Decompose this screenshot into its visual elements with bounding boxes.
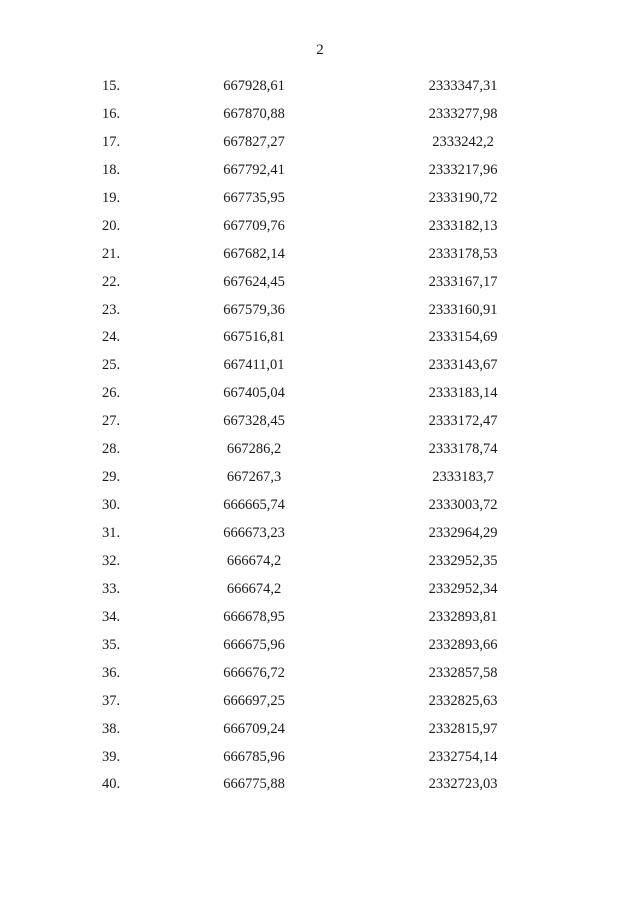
table-row <box>0 300 640 328</box>
point-number: 35. <box>102 636 121 653</box>
x-coordinate: 667827,27 <box>223 133 285 150</box>
table-row <box>0 383 640 411</box>
y-coordinate: 2332723,03 <box>428 776 498 793</box>
point-number: 37. <box>102 692 121 709</box>
point-number: 32. <box>102 552 121 569</box>
y-coordinate: 2333003,72 <box>428 497 498 514</box>
point-number: 18. <box>102 161 121 178</box>
point-number: 34. <box>102 608 121 625</box>
y-coordinate: 2333154,69 <box>428 329 498 346</box>
point-number: 19. <box>102 189 121 206</box>
y-coordinate: 2333160,91 <box>428 301 498 318</box>
table-row <box>0 355 640 383</box>
x-coordinate: 667928,61 <box>223 78 285 94</box>
y-coordinate: 2332857,58 <box>428 664 498 681</box>
x-coordinate: 667735,95 <box>223 189 285 206</box>
table-row <box>0 216 640 244</box>
x-coordinate: 667792,41 <box>223 161 285 178</box>
table-row <box>0 76 640 104</box>
x-coordinate: 666673,23 <box>223 525 285 541</box>
x-coordinate: 667709,76 <box>223 217 285 234</box>
table-row <box>0 523 640 551</box>
y-coordinate: 2332825,63 <box>428 692 498 709</box>
y-coordinate: 2332893,66 <box>428 636 498 653</box>
point-number: 31. <box>102 525 121 541</box>
x-coordinate: 666697,25 <box>223 692 285 709</box>
point-number: 24. <box>102 329 121 346</box>
y-coordinate: 2332952,35 <box>428 552 498 569</box>
x-coordinate: 666665,74 <box>223 497 285 514</box>
y-coordinate: 2333347,31 <box>428 78 498 94</box>
point-number: 30. <box>102 497 121 514</box>
x-coordinate: 666674,2 <box>226 552 282 569</box>
y-coordinate: 2333182,13 <box>428 217 498 234</box>
point-number: 22. <box>102 273 121 290</box>
x-coordinate: 667286,2 <box>226 441 282 458</box>
table-row <box>0 104 640 132</box>
table-row <box>0 188 640 216</box>
table-row <box>0 607 640 635</box>
x-coordinate: 667328,45 <box>223 413 285 430</box>
x-coordinate: 667870,88 <box>223 105 285 122</box>
y-coordinate: 2333277,98 <box>428 105 498 122</box>
table-row <box>0 160 640 188</box>
y-coordinate: 2333217,96 <box>428 161 498 178</box>
table-row <box>0 467 640 495</box>
x-coordinate: 667682,14 <box>223 245 285 262</box>
point-number: 28. <box>102 441 121 458</box>
y-coordinate: 2333183,7 <box>432 469 494 486</box>
table-row <box>0 272 640 300</box>
y-coordinate: 2333167,17 <box>428 273 498 290</box>
x-coordinate: 666676,72 <box>223 664 285 681</box>
page-number: 2 <box>316 42 324 58</box>
x-coordinate: 666674,2 <box>226 580 282 597</box>
point-number: 27. <box>102 413 121 430</box>
table-row <box>0 244 640 272</box>
point-number: 15. <box>102 78 121 94</box>
point-number: 29. <box>102 469 121 486</box>
x-coordinate: 667411,01 <box>223 357 285 374</box>
table-row <box>0 691 640 719</box>
y-coordinate: 2333242,2 <box>432 133 494 150</box>
y-coordinate: 2333172,47 <box>428 413 498 430</box>
table-row <box>0 132 640 160</box>
y-coordinate: 2333183,14 <box>428 385 498 402</box>
y-coordinate: 2332754,14 <box>428 748 498 765</box>
point-number: 16. <box>102 105 121 122</box>
x-coordinate: 666675,96 <box>223 636 285 653</box>
x-coordinate: 666775,88 <box>223 776 285 793</box>
y-coordinate: 2333190,72 <box>428 189 498 206</box>
point-number: 26. <box>102 385 121 402</box>
point-number: 38. <box>102 720 121 737</box>
table-row <box>0 579 640 607</box>
point-number: 25. <box>102 357 121 374</box>
table-row <box>0 327 640 355</box>
point-number: 36. <box>102 664 121 681</box>
table-row <box>0 411 640 439</box>
x-coordinate: 666709,24 <box>223 720 285 737</box>
x-coordinate: 667624,45 <box>223 273 285 290</box>
point-number: 40. <box>102 776 121 793</box>
point-number: 33. <box>102 580 121 597</box>
table-row <box>0 495 640 523</box>
table-row <box>0 774 640 802</box>
point-number: 39. <box>102 748 121 765</box>
point-number: 23. <box>102 301 121 318</box>
y-coordinate: 2333178,53 <box>428 245 498 262</box>
x-coordinate: 666678,95 <box>223 608 285 625</box>
table-row <box>0 747 640 775</box>
x-coordinate: 667579,36 <box>223 301 285 318</box>
y-coordinate: 2333178,74 <box>428 441 498 458</box>
table-row <box>0 663 640 691</box>
point-number: 21. <box>102 245 121 262</box>
y-coordinate: 2332893,81 <box>428 608 498 625</box>
y-coordinate: 2332952,34 <box>428 580 498 597</box>
x-coordinate: 667267,3 <box>226 469 282 486</box>
point-number: 20. <box>102 217 121 234</box>
x-coordinate: 667405,04 <box>223 385 285 402</box>
y-coordinate: 2332815,97 <box>428 720 498 737</box>
table-row <box>0 719 640 747</box>
table-row <box>0 635 640 663</box>
y-coordinate: 2332964,29 <box>428 525 498 541</box>
x-coordinate: 666785,96 <box>223 748 285 765</box>
table-row <box>0 551 640 579</box>
table-row <box>0 439 640 467</box>
point-number: 17. <box>102 133 121 150</box>
y-coordinate: 2333143,67 <box>428 357 498 374</box>
x-coordinate: 667516,81 <box>223 329 285 346</box>
coordinates-table <box>0 76 640 802</box>
